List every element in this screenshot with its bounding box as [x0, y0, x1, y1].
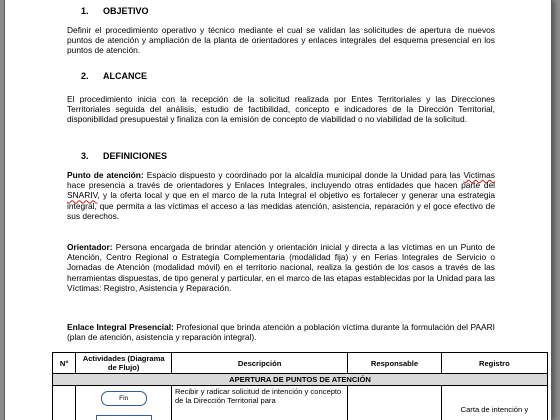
flow-diagram-cell — [76, 386, 172, 420]
section-2-text: El procedimiento inicia con la recepción de la solicitud realizada por Entes Territoriales y las Direcciones Territoriales seguida del análisis, estudio de factibilidad, concepto e indicadores de la Dirección Territorial, disponibilidad presupuestal y finaliza con la emisión de concepto de viabilidad o no viabilidad de la solicitud. — [67, 94, 495, 125]
row-number-cell — [53, 386, 76, 420]
definition-punto-de-atencion: Punto de atención: Espacio dispuesto y coordinado por la alcaldía municipal donde la Unidad para las Victimas hace presencia a través de orientadores y Enlaces Integrales, incluyendo otras entidades que hacen parte del SNARIV, y la oferta local y que en el marco de la ruta Integral el objetivo es fortalecer y generar una estrategia integral, que permita a las víctimas el acceso a las medidas atención, asistencia, reparación y el goce efectivo de sus derechos. — [67, 170, 495, 221]
section-1-heading — [81, 6, 149, 16]
header-number: N° — [53, 353, 76, 374]
header-responsible: Responsable — [348, 353, 441, 374]
definition-term: Punto de atención: — [67, 170, 144, 180]
section-row-label: APERTURA DE PUNTOS DE ATENCIÓN — [53, 374, 548, 386]
table-row — [53, 386, 548, 420]
section-3-title: DEFINICIONES — [103, 151, 168, 161]
section-1-title: OBJETIVO — [103, 6, 149, 16]
record-cell: Carta de intención y — [441, 386, 547, 420]
definition-term: Enlace Integral Presencial: — [67, 322, 174, 332]
table-header-row — [53, 353, 548, 374]
section-2-number: 2. — [81, 71, 89, 81]
definition-term: Orientador: — [67, 242, 113, 252]
responsible-cell — [348, 386, 441, 420]
flow-terminator-shape: Fin — [101, 391, 147, 406]
section-1-number: 1. — [81, 6, 89, 16]
section-2-title: ALCANCE — [103, 71, 147, 81]
spellcheck-word: Victimas — [463, 170, 495, 180]
definition-orientador: Orientador: Persona encargada de brindar atención y orientación inicial y directa a las víctimas en un Punto de Atención, Centro Regional o Estrategia Complementaria (modalidad fija) y en Ferias Integrales de Servicio o Jornadas de Atención (modalidad móvil) en el territorio nacional, realiza la gestión de los casos a través de las herramientas dispuestas, de tipo general y particular, en el marco de las etapas establecidas por la Unidad para las Víctimas: Registro, Asistencia y Reparación. — [67, 242, 495, 293]
description-cell: Recibir y radicar solicitud de intención y concepto de la Dirección Territorial para — [171, 386, 347, 420]
header-activities: Actividades (Diagrama de Flujo) — [76, 353, 172, 374]
header-description: Descripción — [171, 353, 347, 374]
section-2-heading — [81, 71, 147, 81]
flow-process-box — [96, 415, 152, 420]
document-page — [4, 0, 552, 420]
definition-enlace-integral: Enlace Integral Presencial: Profesional que brinda atención a población víctima durante la formulación del PAARI (plan de atención, asistencia y reparación integral). — [67, 322, 495, 343]
header-record: Registro — [441, 353, 547, 374]
procedure-table — [52, 352, 548, 420]
section-3-heading — [81, 151, 167, 161]
table-section-row — [53, 374, 548, 386]
spellcheck-word: SNARIV — [67, 190, 98, 201]
section-1-text: Definir el procedimiento operativo y técnico mediante el cual se validan las solicitudes de apertura de nuevos puntos de atención y ampliación de la planta de orientadores y enlaces integrales del esquema presencial en los puntos de atención. — [67, 25, 495, 56]
section-3-number: 3. — [81, 151, 89, 161]
